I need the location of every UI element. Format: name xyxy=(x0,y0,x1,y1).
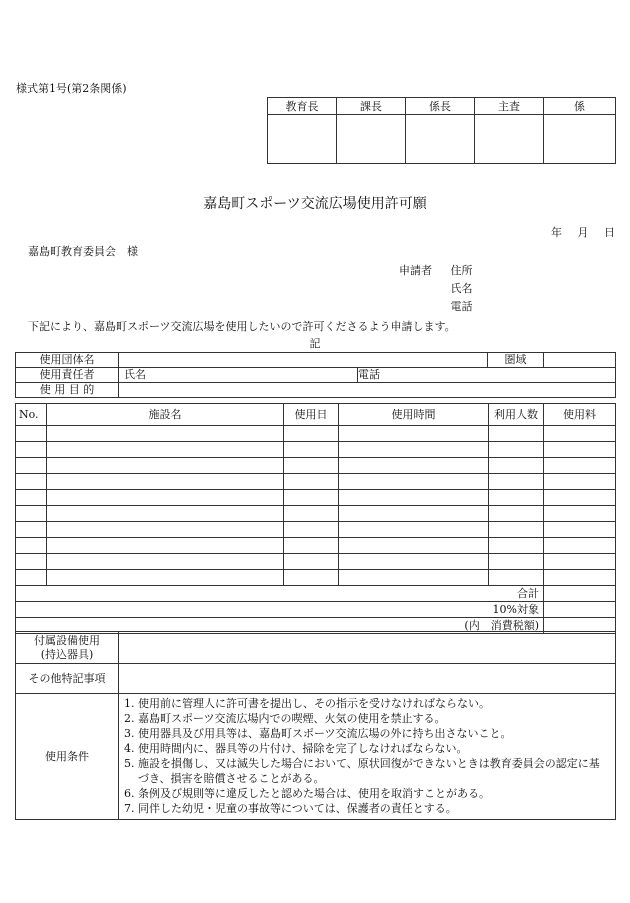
cell-time[interactable] xyxy=(339,522,489,538)
group-name-label: 使用団体名 xyxy=(16,353,119,368)
table-row xyxy=(16,554,616,570)
table-row xyxy=(16,442,616,458)
cell-time[interactable] xyxy=(339,490,489,506)
usage-info-table xyxy=(15,352,616,398)
responsible-name-field[interactable] xyxy=(119,368,358,383)
cell-no[interactable] xyxy=(16,490,47,506)
ki-mark: 記 xyxy=(309,337,321,350)
cell-date[interactable] xyxy=(284,426,339,442)
table-row xyxy=(16,490,616,506)
facility-table xyxy=(15,403,616,634)
cell-facility[interactable] xyxy=(47,426,284,442)
document-title: 嘉島町スポーツ交流広場使用許可願 xyxy=(203,196,427,212)
cell-date[interactable] xyxy=(284,442,339,458)
responsible-label: 使用責任者 xyxy=(16,368,119,383)
cell-no[interactable] xyxy=(16,522,47,538)
cell-date[interactable] xyxy=(284,570,339,586)
cell-no[interactable] xyxy=(16,506,47,522)
cell-fee[interactable] xyxy=(544,554,616,570)
applicant-address-label: 住所 xyxy=(450,264,473,277)
cell-time[interactable] xyxy=(339,538,489,554)
date-year: 年 xyxy=(551,226,562,239)
cell-users[interactable] xyxy=(489,554,544,570)
cell-time[interactable] xyxy=(339,442,489,458)
col-header-users: 利用人数 xyxy=(489,404,544,426)
cell-facility[interactable] xyxy=(47,570,284,586)
area-input[interactable] xyxy=(544,353,616,368)
equipment-input[interactable] xyxy=(119,632,616,664)
other-notes-input[interactable] xyxy=(119,664,616,694)
purpose-input[interactable] xyxy=(119,383,616,398)
cell-facility[interactable] xyxy=(47,474,284,490)
table-row xyxy=(16,506,616,522)
cell-date[interactable] xyxy=(284,554,339,570)
cell-fee[interactable] xyxy=(544,538,616,554)
cell-users[interactable] xyxy=(489,474,544,490)
cell-users[interactable] xyxy=(489,522,544,538)
condition-item: 7. 同伴した幼児・児童の事故等については、保護者の責任とする。 xyxy=(124,802,457,815)
responsible-name-label: 氏名 xyxy=(124,368,146,381)
col-header-no: No. xyxy=(16,404,47,426)
cell-users[interactable] xyxy=(489,538,544,554)
cell-date[interactable] xyxy=(284,522,339,538)
condition-item: 6. 条例及び規則等に違反したと認めた場合は、使用を取消すことがある。 xyxy=(124,787,490,800)
applicant-label: 申請者 xyxy=(399,264,432,277)
condition-item: 4. 使用時間内に、器具等の片付け、掃除を完了しなければならない。 xyxy=(124,742,468,755)
conditions-list xyxy=(119,694,616,820)
cell-users[interactable] xyxy=(489,506,544,522)
conditions-label: 使用条件 xyxy=(16,694,119,820)
date-month: 月 xyxy=(577,226,589,239)
cell-fee[interactable] xyxy=(544,474,616,490)
total-input[interactable] xyxy=(544,586,616,602)
cell-no[interactable] xyxy=(16,442,47,458)
approval-stamp-cell[interactable] xyxy=(544,115,616,164)
cell-date[interactable] xyxy=(284,458,339,474)
cell-fee[interactable] xyxy=(544,522,616,538)
cell-fee[interactable] xyxy=(544,458,616,474)
cell-time[interactable] xyxy=(339,474,489,490)
facility-rows xyxy=(16,426,616,586)
col-header-fee: 使用料 xyxy=(544,404,616,426)
cell-fee[interactable] xyxy=(544,570,616,586)
area-label: 圏域 xyxy=(488,353,544,368)
responsible-phone-label: 電話 xyxy=(358,368,380,381)
group-name-input[interactable] xyxy=(119,353,488,368)
cell-facility[interactable] xyxy=(47,490,284,506)
cell-no[interactable] xyxy=(16,554,47,570)
cell-time[interactable] xyxy=(339,426,489,442)
applicant-name-label: 氏名 xyxy=(450,282,473,295)
cell-facility[interactable] xyxy=(47,554,284,570)
table-row xyxy=(16,538,616,554)
approval-header-subsection-chief: 係長 xyxy=(406,98,475,115)
cell-users[interactable] xyxy=(489,426,544,442)
approval-header-superintendent: 教育長 xyxy=(268,98,337,115)
cell-time[interactable] xyxy=(339,458,489,474)
cell-users[interactable] xyxy=(489,490,544,506)
applicant-phone-label: 電話 xyxy=(450,300,473,313)
table-row xyxy=(16,458,616,474)
purpose-label: 使 用 目 的 xyxy=(16,383,119,398)
table-row xyxy=(16,474,616,490)
cell-time[interactable] xyxy=(339,570,489,586)
table-row xyxy=(16,522,616,538)
cell-fee[interactable] xyxy=(544,442,616,458)
condition-item: 2. 嘉島町スポーツ交流広場内での喫煙、火気の使用を禁止する。 xyxy=(124,712,446,725)
condition-item: 1. 使用前に管理人に許可書を提出し、その指示を受けなければならない。 xyxy=(124,697,490,710)
cell-no[interactable] xyxy=(16,426,47,442)
cell-users[interactable] xyxy=(489,570,544,586)
table-row xyxy=(16,570,616,586)
cell-facility[interactable] xyxy=(47,522,284,538)
other-notes-label: その他特記事項 xyxy=(16,664,119,694)
col-header-time: 使用時間 xyxy=(339,404,489,426)
equipment-label-line-2: (持込器具) xyxy=(40,647,94,661)
cell-facility[interactable] xyxy=(47,442,284,458)
form-number: 様式第1号(第2条関係) xyxy=(16,82,127,95)
cell-time[interactable] xyxy=(339,554,489,570)
condition-item: 3. 使用器具及び用具等は、嘉島町スポーツ交流広場の外に持ち出さないこと。 xyxy=(124,727,512,740)
cell-date[interactable] xyxy=(284,474,339,490)
cell-facility[interactable] xyxy=(47,506,284,522)
cell-fee[interactable] xyxy=(544,506,616,522)
cell-date[interactable] xyxy=(284,506,339,522)
cell-facility[interactable] xyxy=(47,538,284,554)
equipment-label-line-1: 付属設備使用 xyxy=(34,633,100,647)
approval-stamp-cell[interactable] xyxy=(268,115,337,164)
table-row xyxy=(16,426,616,442)
ten-percent-input[interactable] xyxy=(544,602,616,618)
cell-no[interactable] xyxy=(16,458,47,474)
approval-header-staff: 係 xyxy=(544,98,616,115)
cell-fee[interactable] xyxy=(544,490,616,506)
approval-stamp-table xyxy=(267,97,616,164)
cell-users[interactable] xyxy=(489,442,544,458)
condition-item: 5. 施設を損傷し、又は滅失した場合において、原状回復ができないときは教育委員会の認定に基づき、損害を賠償させることがある。 xyxy=(124,757,600,785)
addressee: 嘉島町教育委員会 様 xyxy=(28,245,138,258)
responsible-phone-field[interactable] xyxy=(358,368,616,383)
cell-date[interactable] xyxy=(284,490,339,506)
cell-facility[interactable] xyxy=(47,458,284,474)
equipment-label xyxy=(16,632,119,664)
date-day: 日 xyxy=(604,226,615,239)
cell-no[interactable] xyxy=(16,538,47,554)
col-header-facility: 施設名 xyxy=(47,404,284,426)
ten-percent-label: 10%対象 xyxy=(16,602,544,618)
cell-no[interactable] xyxy=(16,570,47,586)
applicant-block xyxy=(399,262,473,316)
cell-users[interactable] xyxy=(489,458,544,474)
approval-stamp-cell[interactable] xyxy=(406,115,475,164)
approval-stamp-cell[interactable] xyxy=(337,115,406,164)
cell-fee[interactable] xyxy=(544,426,616,442)
approval-header-senior-staff: 主査 xyxy=(475,98,544,115)
cell-time[interactable] xyxy=(339,506,489,522)
request-text: 下記により、嘉島町スポーツ交流広場を使用したいので許可くださるよう申請します。 xyxy=(28,320,456,333)
tax-label: (内 消費税額) xyxy=(16,618,544,634)
approval-stamp-cell[interactable] xyxy=(475,115,544,164)
cell-no[interactable] xyxy=(16,474,47,490)
date-line xyxy=(539,224,615,240)
col-header-date: 使用日 xyxy=(284,404,339,426)
extra-info-table xyxy=(15,631,616,820)
approval-header-section-chief: 課長 xyxy=(337,98,406,115)
total-label: 合計 xyxy=(16,586,544,602)
cell-date[interactable] xyxy=(284,538,339,554)
